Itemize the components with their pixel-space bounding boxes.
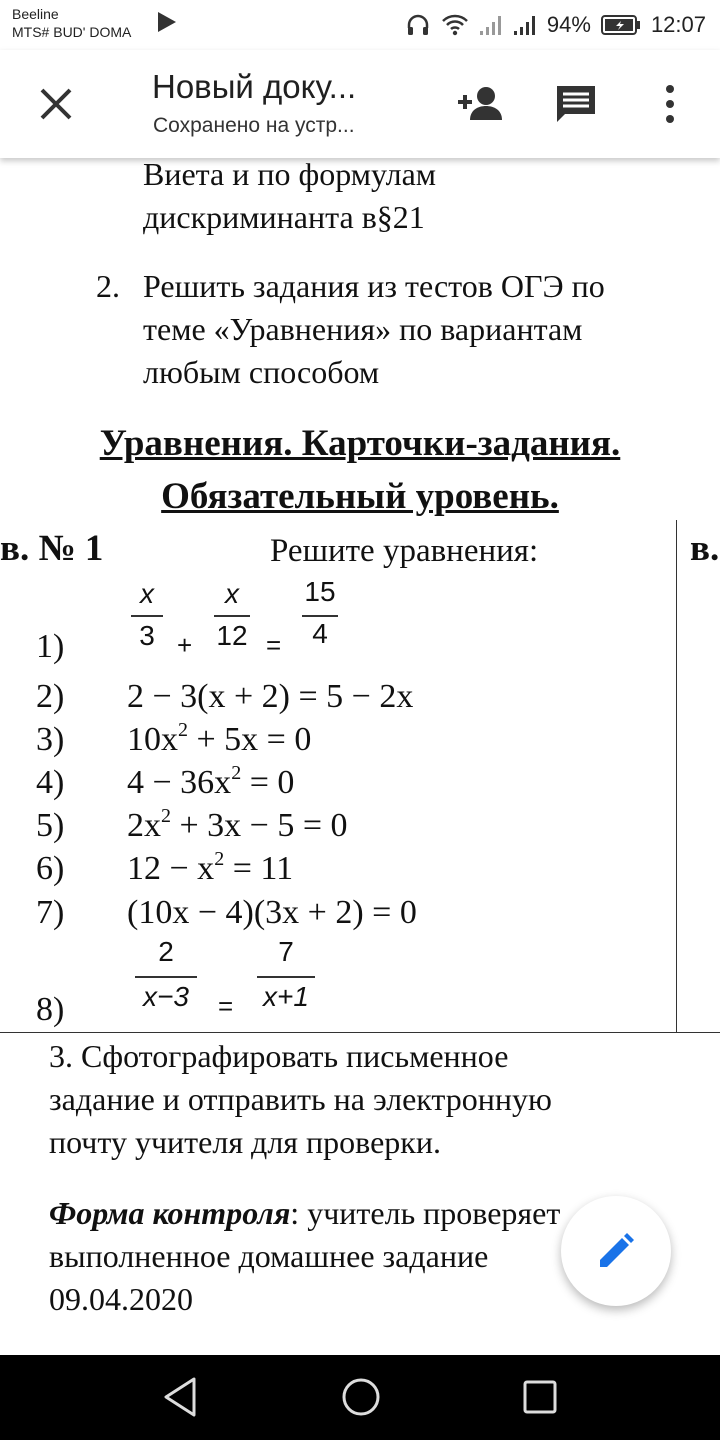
play-store-icon: [158, 12, 176, 32]
fraction-bar: [135, 976, 197, 978]
equation: $10x^2 + 5x = 0$: [127, 719, 312, 758]
close-button[interactable]: [36, 84, 76, 124]
equation: $12 - x^2 = 11$: [127, 848, 294, 887]
fraction-denominator: x+1: [263, 981, 309, 1012]
fraction-bar: [214, 615, 250, 617]
signal-full-icon: [513, 13, 537, 37]
text-line: Решить задания из тестов ОГЭ по: [143, 268, 605, 304]
fraction-numerator: x: [225, 578, 239, 609]
operator: =: [266, 630, 282, 660]
battery-percent: 94%: [546, 12, 591, 37]
fraction-bar: [302, 615, 338, 617]
comment-icon: [555, 84, 597, 126]
equation: $4 - 36x^2 = 0$: [127, 762, 295, 801]
equation: (10x − 4)(3x + 2) = 0: [127, 894, 417, 931]
signal-weak-icon: [479, 13, 503, 37]
equation-number: 2): [36, 678, 65, 715]
text-line: почту учителя для проверки.: [49, 1124, 441, 1160]
list-number: 2.: [96, 268, 120, 304]
text-line: выполненное домашнее задание: [49, 1238, 489, 1274]
edit-pencil-icon: [596, 1231, 636, 1271]
battery-icon: [601, 14, 641, 36]
section-heading: Уравнения. Карточки-задания.: [99, 423, 621, 464]
fraction-denominator: 3: [139, 620, 155, 651]
variant-label-right: в.: [690, 528, 720, 569]
table-bottom-border: [0, 1032, 720, 1033]
fraction-denominator: 12: [216, 620, 248, 651]
equation-number: 1): [36, 628, 65, 665]
equation: $2x^2 + 3x - 5 = 0$: [127, 805, 348, 844]
equation-number: 7): [36, 894, 65, 931]
save-status: Сохранено на устр...: [153, 114, 355, 137]
equation-number: 3): [36, 721, 65, 758]
close-icon: [36, 84, 76, 124]
text-line: дискриминанта в§21: [143, 199, 425, 235]
more-vert-icon: [662, 84, 678, 126]
more-options-button[interactable]: [662, 84, 678, 131]
equation-number: 5): [36, 807, 65, 844]
nav-recents-button[interactable]: [522, 1375, 558, 1424]
fraction-numerator: x: [140, 578, 154, 609]
operator: +: [177, 630, 193, 660]
equation-number: 4): [36, 764, 65, 801]
equation-number: 8): [36, 991, 65, 1028]
section-heading: Обязательный уровень.: [161, 476, 559, 517]
control-text: : учитель проверяет: [290, 1195, 561, 1231]
fraction-bar: [131, 615, 163, 617]
fraction-bar: [257, 976, 315, 978]
control-label: Форма контроля: [49, 1195, 291, 1231]
fraction-numerator: 2: [158, 936, 174, 967]
fraction-denominator: 4: [312, 618, 328, 649]
nav-home-button[interactable]: [340, 1375, 382, 1424]
text-line: 09.04.2020: [49, 1281, 193, 1317]
text-line: задание и отправить на электронную: [49, 1081, 552, 1117]
nav-back-button[interactable]: [160, 1375, 200, 1424]
system-nav-bar: [0, 1355, 720, 1440]
edit-fab-button[interactable]: [561, 1196, 671, 1306]
equation-number: 6): [36, 850, 65, 887]
app-bar: [0, 50, 720, 158]
instruction: Решите уравнения:: [270, 533, 539, 569]
recents-square-icon: [522, 1375, 558, 1419]
back-triangle-icon: [160, 1375, 200, 1419]
operator: =: [218, 991, 234, 1021]
share-button[interactable]: [456, 84, 504, 129]
text-line: теме «Уравнения» по вариантам: [143, 311, 583, 347]
document-title: Новый доку...: [152, 68, 357, 105]
fraction-numerator: 15: [304, 576, 336, 607]
control-line: [49, 1192, 560, 1235]
table-divider: [676, 520, 677, 1032]
add-person-icon: [456, 84, 504, 124]
home-circle-icon: [340, 1375, 382, 1419]
equation: 2 − 3(x + 2) = 5 − 2x: [127, 678, 414, 715]
headphones-icon: [405, 12, 431, 38]
carrier-line2: MTS# BUD' DOMA: [12, 24, 132, 40]
fraction-numerator: 7: [278, 936, 294, 967]
text-line: Виета и по формулам: [143, 158, 437, 192]
comments-button[interactable]: [555, 84, 597, 131]
clock: 12:07: [650, 12, 706, 37]
document-content[interactable]: [0, 158, 720, 1355]
fraction-denominator: x−3: [143, 981, 189, 1012]
text-line: 3. Сфотографировать письменное: [49, 1038, 509, 1074]
status-bar: [0, 0, 720, 50]
wifi-icon: [441, 13, 469, 37]
variant-label: в. № 1: [0, 528, 104, 569]
carrier-info: [12, 5, 131, 41]
text-line: любым способом: [143, 354, 380, 390]
carrier-line1: Beeline: [12, 6, 59, 22]
